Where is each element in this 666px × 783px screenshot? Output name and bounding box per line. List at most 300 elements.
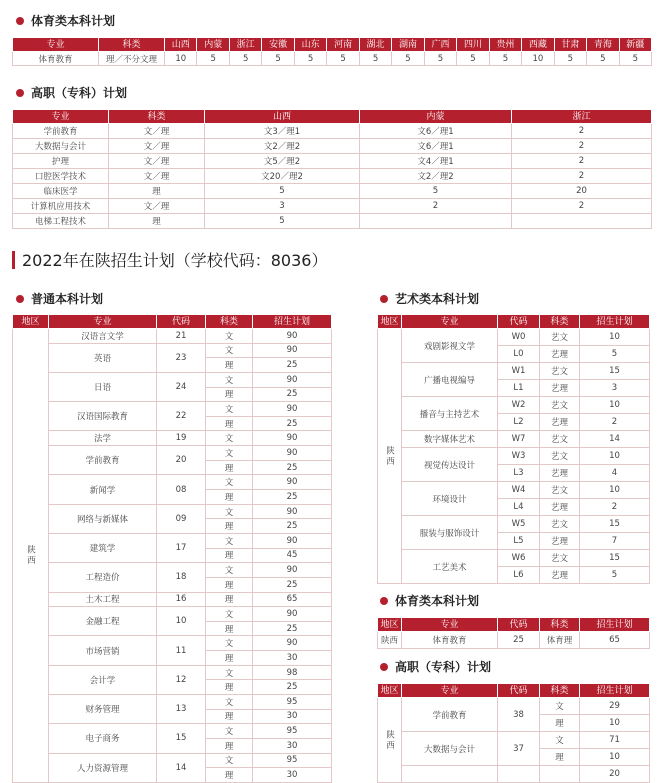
- major-cell: [402, 766, 498, 783]
- plan-cell: 25: [253, 490, 332, 505]
- table-cell: 文6／理1: [360, 139, 512, 154]
- table-row: [378, 550, 650, 567]
- region-cell: 陕西: [378, 698, 402, 783]
- type-cell: 艺文: [540, 431, 580, 448]
- type-cell: 文: [540, 732, 580, 749]
- type-cell: 艺文: [540, 516, 580, 533]
- plan-cell: 25: [253, 680, 332, 695]
- type-cell: 艺理: [540, 380, 580, 397]
- plan-cell: 25: [253, 621, 332, 636]
- plan-cell: 30: [253, 768, 332, 783]
- type-cell: 理: [206, 768, 253, 783]
- code-cell: W7: [498, 431, 540, 448]
- art-plan-table: [377, 314, 650, 584]
- type-cell: 文: [540, 698, 580, 715]
- major-cell: 市场营销: [49, 636, 157, 665]
- plan-cell: 25: [253, 358, 332, 373]
- type-cell: 文: [206, 533, 253, 548]
- table-cell: 5: [554, 52, 586, 66]
- table-row: [13, 533, 332, 548]
- table-row: [13, 665, 332, 680]
- type-cell: 文: [206, 665, 253, 680]
- column-header: 专业: [402, 618, 498, 632]
- column-header: 招生计划: [580, 684, 650, 698]
- table-cell: 5: [294, 52, 326, 66]
- plan-cell: 5: [580, 567, 650, 584]
- type-cell: 理: [540, 749, 580, 766]
- code-cell: 20: [157, 446, 206, 475]
- type-cell: 理: [206, 387, 253, 402]
- column-header: 专业: [402, 315, 498, 329]
- type-cell: 理: [206, 460, 253, 475]
- major-cell: 广播电视编导: [402, 363, 498, 397]
- bullet-dot-icon: [380, 663, 388, 671]
- column-header: 招生计划: [580, 618, 650, 632]
- table-cell: 2: [360, 199, 512, 214]
- code-cell: 21: [157, 329, 206, 344]
- title-accent-bar: [12, 251, 15, 269]
- plan-cell: 2: [580, 499, 650, 516]
- table-cell: 护理: [13, 154, 109, 169]
- table-cell: [512, 214, 652, 229]
- type-cell: 文: [206, 475, 253, 490]
- table-row: [13, 475, 332, 490]
- plan-cell: 45: [253, 548, 332, 563]
- major-cell: 服装与服饰设计: [402, 516, 498, 550]
- table-cell: 文／理: [109, 199, 205, 214]
- plan-cell: 29: [580, 698, 650, 715]
- table-cell: 文／理: [109, 139, 205, 154]
- column-header: 浙江: [512, 110, 652, 124]
- table-cell: 理: [109, 214, 205, 229]
- table-cell: 体育教育: [13, 52, 99, 66]
- type-cell: 文: [206, 636, 253, 651]
- code-cell: L5: [498, 533, 540, 550]
- column-header: 科类: [540, 684, 580, 698]
- column-header: 专业: [49, 315, 157, 329]
- major-cell: 工艺美术: [402, 550, 498, 584]
- plan-cell: 95: [253, 753, 332, 768]
- column-header: 湖北: [359, 38, 391, 52]
- table-cell: 文／理: [109, 124, 205, 139]
- major-cell: 视觉传达设计: [402, 448, 498, 482]
- type-cell: 理: [206, 709, 253, 724]
- table-row: [378, 448, 650, 465]
- major-cell: 播音与主持艺术: [402, 397, 498, 431]
- plan-cell: 3: [580, 380, 650, 397]
- plan-cell: 90: [253, 607, 332, 622]
- table-header-row: [13, 315, 332, 329]
- type-cell: 理: [206, 738, 253, 753]
- column-header: 科类: [206, 315, 253, 329]
- code-cell: L4: [498, 499, 540, 516]
- plan-cell: 90: [253, 343, 332, 358]
- type-cell: 艺理: [540, 346, 580, 363]
- table-row: [13, 139, 652, 154]
- plan-cell: 2: [580, 414, 650, 431]
- plan-cell: 5: [580, 346, 650, 363]
- column-header: 湖南: [392, 38, 424, 52]
- code-cell: W1: [498, 363, 540, 380]
- table-cell: 文／理: [109, 154, 205, 169]
- column-header: 科类: [540, 618, 580, 632]
- table-row: [378, 516, 650, 533]
- type-cell: 文: [206, 372, 253, 387]
- table-row: [378, 431, 650, 448]
- plan-cell: 20: [580, 766, 650, 783]
- code-cell: L3: [498, 465, 540, 482]
- major-cell: 电子商务: [49, 724, 157, 753]
- code-cell: 37: [498, 732, 540, 766]
- table-cell: 临床医学: [13, 184, 109, 199]
- column-header: 广西: [424, 38, 456, 52]
- code-cell: W2: [498, 397, 540, 414]
- type-cell: 文: [206, 504, 253, 519]
- plan-cell: 14: [580, 431, 650, 448]
- table-cell: 5: [229, 52, 261, 66]
- table-cell: 2: [512, 139, 652, 154]
- column-header: 专业: [402, 684, 498, 698]
- table-row: [13, 636, 332, 651]
- code-cell: 22: [157, 402, 206, 431]
- plan-cell: 10: [580, 448, 650, 465]
- table-cell: 理: [109, 184, 205, 199]
- column-header: 专业: [13, 110, 109, 124]
- type-cell: 艺文: [540, 550, 580, 567]
- table-row: [13, 184, 652, 199]
- column-header: 招生计划: [580, 315, 650, 329]
- column-header: 代码: [498, 618, 540, 632]
- column-header: 科类: [540, 315, 580, 329]
- table-cell: 学前教育: [13, 124, 109, 139]
- plan-cell: 10: [580, 397, 650, 414]
- plan-cell: 25: [253, 460, 332, 475]
- column-header: 地区: [378, 684, 402, 698]
- column-header: 安徽: [262, 38, 294, 52]
- code-cell: W4: [498, 482, 540, 499]
- column-header: 河南: [327, 38, 359, 52]
- column-header: 专业: [13, 38, 99, 52]
- major-cell: 工程造价: [49, 563, 157, 592]
- major-cell: 学前教育: [402, 698, 498, 732]
- plan-cell: 30: [253, 651, 332, 666]
- table-cell: 文6／理1: [360, 124, 512, 139]
- bullet-dot-icon: [16, 89, 24, 97]
- column-header: 贵州: [489, 38, 521, 52]
- table-row: [13, 563, 332, 578]
- table-cell: 20: [512, 184, 652, 199]
- type-cell: 艺文: [540, 363, 580, 380]
- sports-2018-heading: 体育类本科计划: [16, 12, 115, 29]
- code-cell: W6: [498, 550, 540, 567]
- table-cell: 5: [205, 214, 360, 229]
- major-cell: 大数据与会计: [402, 732, 498, 766]
- table-cell: 5: [392, 52, 424, 66]
- table-cell: 5: [205, 184, 360, 199]
- hv-2022-heading: 高职（专科）计划: [380, 658, 491, 675]
- major-cell: 日语: [49, 372, 157, 401]
- code-cell: 18: [157, 563, 206, 592]
- plan-cell: 95: [253, 724, 332, 739]
- major-cell: 法学: [49, 431, 157, 446]
- type-cell: 理: [206, 548, 253, 563]
- major-cell: 戏剧影视文学: [402, 329, 498, 363]
- code-cell: L0: [498, 346, 540, 363]
- code-cell: L6: [498, 567, 540, 584]
- type-cell: 文: [206, 753, 253, 768]
- major-cell: 数字媒体艺术: [402, 431, 498, 448]
- table-cell: 文2／理2: [360, 169, 512, 184]
- plan-cell: 25: [253, 577, 332, 592]
- table-row: [378, 698, 650, 715]
- sports-2018-table: [12, 37, 652, 66]
- type-cell: 理: [206, 519, 253, 534]
- major-cell: 新闻学: [49, 475, 157, 504]
- column-header: 山西: [205, 110, 360, 124]
- plan-cell: 25: [253, 387, 332, 402]
- table-row: [13, 372, 332, 387]
- bullet-dot-icon: [16, 17, 24, 25]
- table-row: [13, 402, 332, 417]
- type-cell: 文: [206, 724, 253, 739]
- type-cell: 理: [206, 680, 253, 695]
- general-heading: 普通本科计划: [16, 290, 103, 307]
- admission-plan-title: 2022年在陕招生计划（学校代码：8036）: [12, 248, 327, 271]
- plan-cell: 90: [253, 446, 332, 461]
- code-cell: 11: [157, 636, 206, 665]
- table-cell: 口腔医学技术: [13, 169, 109, 184]
- plan-cell: 90: [253, 372, 332, 387]
- code-cell: 38: [498, 698, 540, 732]
- table-cell: [360, 214, 512, 229]
- plan-cell: 10: [580, 329, 650, 346]
- plan-cell: 15: [580, 550, 650, 567]
- plan-cell: 90: [253, 431, 332, 446]
- table-row: [378, 732, 650, 749]
- column-header: 代码: [498, 315, 540, 329]
- plan-cell: 90: [253, 563, 332, 578]
- type-cell: 理: [540, 715, 580, 732]
- plan-cell: 90: [253, 504, 332, 519]
- table-cell: 5: [359, 52, 391, 66]
- plan-cell: 10: [580, 749, 650, 766]
- sports-2022-heading: 体育类本科计划: [380, 592, 479, 609]
- major-cell: 学前教育: [49, 446, 157, 475]
- type-cell: 艺文: [540, 329, 580, 346]
- table-row: [378, 766, 650, 783]
- table-row: [378, 363, 650, 380]
- column-header: 山西: [165, 38, 197, 52]
- table-row: [13, 446, 332, 461]
- code-cell: 15: [157, 724, 206, 753]
- column-header: 内蒙: [360, 110, 512, 124]
- table-header-row: [13, 110, 652, 124]
- type-cell: 文: [206, 446, 253, 461]
- code-cell: 09: [157, 504, 206, 533]
- major-cell: 汉语言文学: [49, 329, 157, 344]
- plan-cell: 10: [580, 715, 650, 732]
- major-cell: 汉语国际教育: [49, 402, 157, 431]
- code-cell: 13: [157, 695, 206, 724]
- type-cell: 理: [206, 592, 253, 607]
- column-header: 代码: [157, 315, 206, 329]
- plan-cell: 65: [253, 592, 332, 607]
- type-cell: 理: [206, 416, 253, 431]
- table-row: [13, 343, 332, 358]
- table-cell: 文5／理2: [205, 154, 360, 169]
- table-cell: 文／理: [109, 169, 205, 184]
- type-cell: 理: [206, 577, 253, 592]
- table-cell: 5: [424, 52, 456, 66]
- type-cell: 理: [206, 651, 253, 666]
- column-header: 代码: [498, 684, 540, 698]
- code-cell: [498, 766, 540, 783]
- general-plan-table: [12, 314, 332, 783]
- code-cell: 19: [157, 431, 206, 446]
- type-cell: 文: [206, 402, 253, 417]
- hv-2018-heading: 高职（专科）计划: [16, 84, 127, 101]
- column-header: 浙江: [229, 38, 261, 52]
- type-cell: 艺理: [540, 533, 580, 550]
- table-row: [13, 124, 652, 139]
- table-cell: 10: [522, 52, 554, 66]
- table-cell: 2: [512, 199, 652, 214]
- plan-cell: 98: [253, 665, 332, 680]
- region-cell: 陕西: [13, 329, 49, 783]
- plan-cell: 4: [580, 465, 650, 482]
- major-cell: 英语: [49, 343, 157, 372]
- table-row: [13, 504, 332, 519]
- table-header-row: [378, 684, 650, 698]
- table-row: [13, 724, 332, 739]
- type-cell: 理: [206, 621, 253, 636]
- plan-cell: 90: [253, 329, 332, 344]
- table-row: [13, 214, 652, 229]
- table-row: [13, 154, 652, 169]
- plan-cell: 90: [253, 636, 332, 651]
- plan-cell: 7: [580, 533, 650, 550]
- type-cell: 文: [206, 607, 253, 622]
- column-header: 四川: [457, 38, 489, 52]
- column-header: 地区: [378, 315, 402, 329]
- table-cell: 5: [327, 52, 359, 66]
- table-cell: 文20／理2: [205, 169, 360, 184]
- column-header: 科类: [99, 38, 165, 52]
- table-row: [13, 592, 332, 607]
- code-cell: 14: [157, 753, 206, 782]
- table-cell: 文2／理2: [205, 139, 360, 154]
- plan-cell: 90: [253, 402, 332, 417]
- table-row: [13, 695, 332, 710]
- column-header: 甘肃: [554, 38, 586, 52]
- table-row: [13, 169, 652, 184]
- code-cell: L2: [498, 414, 540, 431]
- type-cell: 文: [206, 431, 253, 446]
- table-row: [378, 329, 650, 346]
- table-row: [378, 632, 650, 649]
- major-cell: 建筑学: [49, 533, 157, 562]
- major-cell: 会计学: [49, 665, 157, 694]
- table-cell: 计算机应用技术: [13, 199, 109, 214]
- plan-cell: 95: [253, 695, 332, 710]
- table-cell: 理／不分文理: [99, 52, 165, 66]
- type-cell: 艺文: [540, 397, 580, 414]
- plan-cell: 30: [253, 709, 332, 724]
- table-header-row: [378, 618, 650, 632]
- major-cell: 环境设计: [402, 482, 498, 516]
- code-cell: 23: [157, 343, 206, 372]
- table-cell: 文4／理1: [360, 154, 512, 169]
- code-cell: W0: [498, 329, 540, 346]
- table-header-row: [378, 315, 650, 329]
- table-cell: 25: [498, 632, 540, 649]
- plan-cell: 25: [253, 519, 332, 534]
- table-cell: 大数据与会计: [13, 139, 109, 154]
- plan-cell: 90: [253, 475, 332, 490]
- type-cell: 理: [206, 490, 253, 505]
- hv-2022-table: [377, 683, 650, 783]
- table-row: [13, 199, 652, 214]
- column-header: 新疆: [619, 38, 651, 52]
- table-row: [378, 482, 650, 499]
- type-cell: 艺理: [540, 499, 580, 516]
- table-cell: 5: [197, 52, 229, 66]
- column-header: 科类: [109, 110, 205, 124]
- table-cell: 2: [512, 154, 652, 169]
- table-cell: 电梯工程技术: [13, 214, 109, 229]
- type-cell: 文: [206, 329, 253, 344]
- table-cell: 5: [360, 184, 512, 199]
- code-cell: W3: [498, 448, 540, 465]
- column-header: 西藏: [522, 38, 554, 52]
- type-cell: 艺理: [540, 465, 580, 482]
- table-cell: 5: [619, 52, 651, 66]
- table-row: [13, 753, 332, 768]
- code-cell: W5: [498, 516, 540, 533]
- code-cell: 08: [157, 475, 206, 504]
- code-cell: 24: [157, 372, 206, 401]
- table-cell: 2: [512, 124, 652, 139]
- major-cell: 网络与新媒体: [49, 504, 157, 533]
- plan-cell: 90: [253, 533, 332, 548]
- table-cell: 5: [489, 52, 521, 66]
- table-row: [378, 397, 650, 414]
- type-cell: [540, 766, 580, 783]
- major-cell: 财务管理: [49, 695, 157, 724]
- table-row: [13, 431, 332, 446]
- type-cell: 理: [206, 358, 253, 373]
- plan-cell: 10: [580, 482, 650, 499]
- code-cell: 10: [157, 607, 206, 636]
- art-heading: 艺术类本科计划: [380, 290, 479, 307]
- table-cell: 2: [512, 169, 652, 184]
- plan-cell: 15: [580, 516, 650, 533]
- bullet-dot-icon: [16, 295, 24, 303]
- major-cell: 金融工程: [49, 607, 157, 636]
- type-cell: 艺文: [540, 448, 580, 465]
- bullet-dot-icon: [380, 597, 388, 605]
- table-cell: 65: [580, 632, 650, 649]
- plan-cell: 15: [580, 363, 650, 380]
- region-cell: 陕西: [378, 329, 402, 584]
- table-cell: 5: [587, 52, 619, 66]
- code-cell: 17: [157, 533, 206, 562]
- major-cell: 人力资源管理: [49, 753, 157, 782]
- table-cell: 体育理: [540, 632, 580, 649]
- column-header: 招生计划: [253, 315, 332, 329]
- type-cell: 艺理: [540, 567, 580, 584]
- type-cell: 艺文: [540, 482, 580, 499]
